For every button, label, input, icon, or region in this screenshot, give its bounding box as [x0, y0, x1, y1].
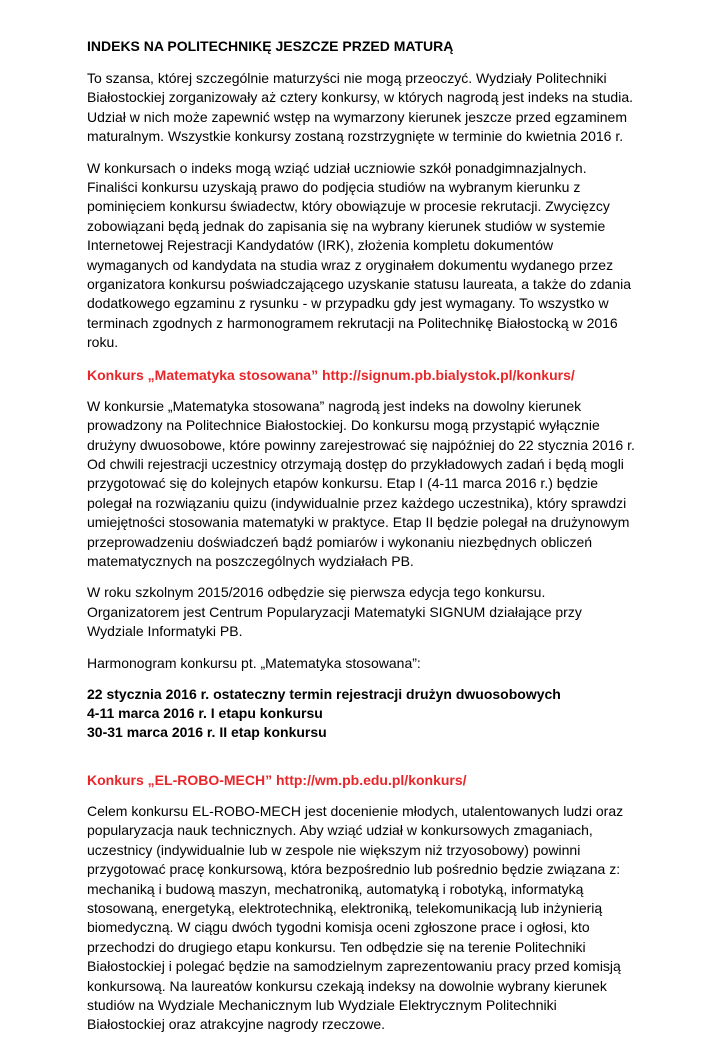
schedule-list [87, 685, 637, 742]
general-paragraph: W konkursach o indeks mogą wziąć udział uczniowie szkół ponadgimnazjalnych. Finaliści konkursu uzyskają prawo do podjęcia studiów na wybranym kierunku z pominięciem konkursu świadectw, który obowiązuje w procesie rekrutacji. Zwycięzcy zobowiązani będą jednak do zapisania się na wybrany kierunek studiów w systemie Internetowej Rejestracji Kandydatów (IRK), złożenia kompletu dokumentów wymaganych od kandydata na studia wraz z oryginałem dokumentu wydanego przez organizatora konkursu poświadczającego uzyskanie statusu laureata, a także do zdania dodatkowego egzaminu z rysunku - w przypadku gdy jest wymagany. To wszystko w terminach zgodnych z harmonogramem rekrutacji na Politechnikę Białostocką w 2016 roku. [87, 159, 631, 351]
section-heading-el-robo-mech: Konkurs „EL-ROBO-MECH” http://wm.pb.edu.pl/konkurs/ [87, 771, 467, 788]
schedule-item: 4-11 marca 2016 r. I etapu konkursu [87, 704, 323, 721]
el-robo-mech-paragraph: Celem konkursu EL-ROBO-MECH jest docenienie młodych, utalentowanych ludzi oraz popularyzacja nauk technicznych. Aby wziąć udział w konkursowych zmaganiach, uczestnicy (indywidualnie lub w zespole nie większym niż trzyosobowy) powinni przygotować pracę konkursową, która bezpośrednio lub pośrednio będzie związana z: mechaniką i budową maszyn, mechatroniką, automatyką i robotyką, informatyką stosowaną, energetyką, elektrotechniką, elektroniką, telekomunikacją lub inżynierią biomedyczną. W ciągu dwóch tygodni komisja oceni zgłoszone prace i ogłosi, kto przechodzi do drugiego etapu konkursu. Ten odbędzie się na terenie Politechniki Białostockiej i polegać będzie na samodzielnym zaprezentowaniu pracy przed komisją konkursową. Na laureatów konkursu czekają indeksy na dowolnie wybrany kierunek studiów na Wydziale Mechanicznym lub Wydziale Elektrycznym Politechniki Białostockiej oraz atrakcyjne nagrody rzeczowe. [87, 802, 624, 1033]
intro-paragraph: To szansa, której szczególnie maturzyści nie mogą przeoczyć. Wydziały Politechniki Białostockiej zorganizowały aż cztery konkursy, w których nagrodą jest indeks na studia. Udział w nich może zapewnić wstęp na wymarzony kierunek jeszcze przed egzaminem maturalnym. Wszystkie konkursy zostaną rozstrzygnięte w terminie do kwietnia 2016 r. [87, 70, 633, 145]
document-page [87, 36, 637, 1047]
schedule-item: 22 stycznia 2016 r. ostateczny termin rejestracji drużyn dwuosobowych [87, 685, 561, 702]
matematyka-paragraph-1: W konkursie „Matematyka stosowana” nagrodą jest indeks na dowolny kierunek prowadzony na Politechnice Białostockiej. Do konkursu mogą przystąpić wyłącznie drużyny dwuosobowe, które powinny zarejestrować się najpóźniej do 22 stycznia 2016 r. Od chwili rejestracji uczestnicy otrzymają dostęp do przykładowych zadań i będą mogli przygotować się do kolejnych etapów konkursu. Etap I (4-11 marca 2016 r.) będzie polegał na rozwiązaniu quizu (indywidualnie przez każdego uczestnika), który sprawdzi umiejętności stosowania matematyki w praktyce. Etap II będzie polegał na drużynowym przeprowadzeniu doświadczeń bądź pomiarów i wykonaniu niezbędnych obliczeń matematycznych na poszczególnych wydziałach PB. [87, 397, 635, 569]
schedule-intro: Harmonogram konkursu pt. „Matematyka stosowana”: [87, 654, 421, 671]
matematyka-paragraph-2: W roku szkolnym 2015/2016 odbędzie się pierwsza edycja tego konkursu. Organizatorem jest Centrum Popularyzacji Matematyki SIGNUM działające przy Wydziale Informatyki PB. [87, 584, 582, 640]
section-heading-matematyka: Konkurs „Matematyka stosowana” http://signum.pb.bialystok.pl/konkurs/ [87, 366, 575, 383]
page-title: INDEKS NA POLITECHNIKĘ JESZCZE PRZED MATURĄ [87, 38, 454, 54]
schedule-item: 30-31 marca 2016 r. II etap konkursu [87, 723, 327, 740]
